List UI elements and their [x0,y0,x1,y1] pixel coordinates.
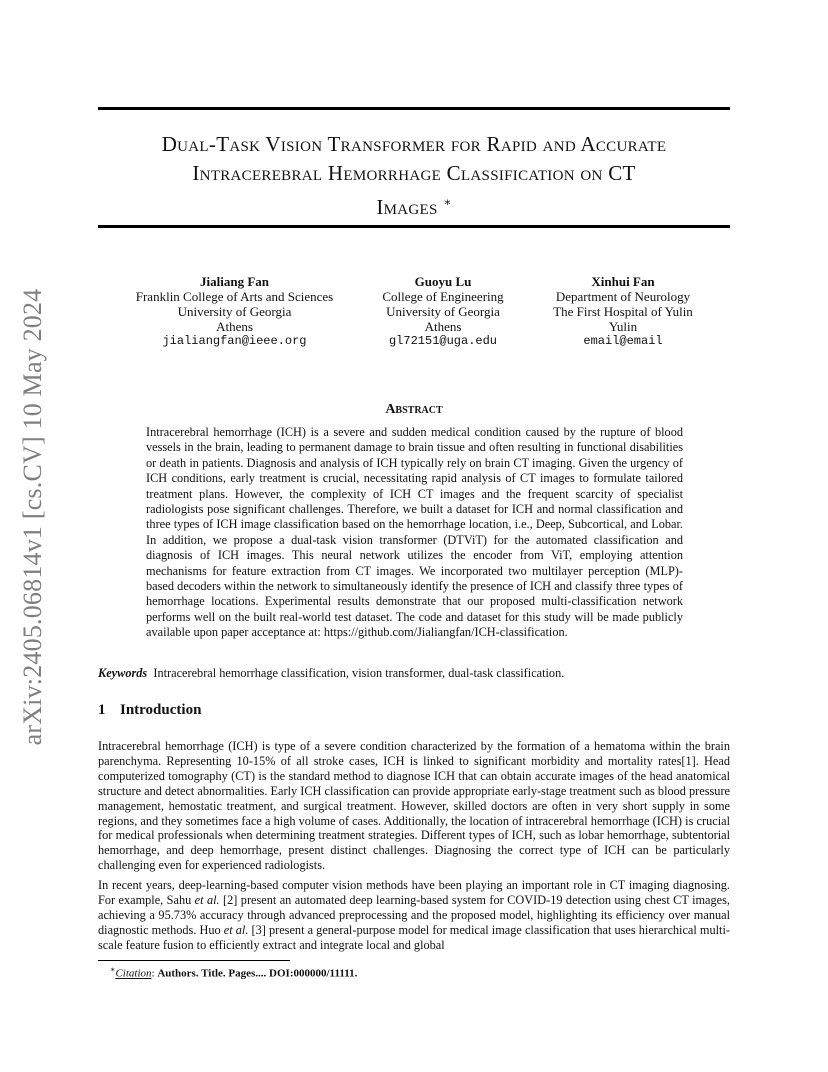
section-title: Introduction [120,702,202,718]
et-al: et al. [194,892,220,907]
abstract-heading: Abstract [385,402,443,417]
author-name: Jialiang Fan [200,274,269,289]
author-university: University of Georgia [386,304,500,319]
author-block [98,274,730,354]
abstract-text: Intracerebral hemorrhage (ICH) is a severe and sudden medical condition caused by the rupture of blood vessels in the brain, leading to permanent damage to brain tissue and often resulting in functional disabilities or death in patients. Diagnosis and analysis of ICH typically rely on brain CT imaging. Given the urgency of ICH conditions, early treatment is crucial, necessitating rapid analysis of CT images to formulate tailored treatment plans. However, the complexity of ICH CT images and the frequent scarcity of specialist radiologists pose significant challenges. Therefore, we built a dataset for ICH and normal classification and three types of ICH image classification based on the hemorrhage location, i.e., Deep, Subcortical, and Lobar. In addition, we propose a dual-task vision transformer (DTViT) for the automated classification and diagnosis of ICH images. This neural network utilizes the encoder from ViT, employing attention mechanisms for feature extraction from CT images. We incorporated two multilayer perception (MLP)-based decoders within the network to simultaneously identify the presence of ICH and classify three types of hemorrhage locations. Experimental results demonstrate that our proposed multi-classification network performs well on the built real-world test dataset. The code and dataset for this study will be made publicly available upon paper acceptance at: https://github.com/Jialiangfan/ICH-classification. [146,425,683,640]
section-number: 1 [98,702,106,718]
intro-paragraph-1: Intracerebral hemorrhage (ICH) is type of a severe condition characterized by the formation of a hematoma within the brain parenchyma. Representing 10-15% of all stroke cases, ICH is linked to significant morbidity and mortality rates[1]. Head computerized tomography (CT) is the standard method to diagnose ICH that can obtain accurate images of the head anatomical structure and detect abnormalities. Early ICH classification can provide appropriate early-stage treatment such as blood pressure management, hemostatic treatment, and surgical treatment. However, skilled doctors are often in very short supply in some regions, and they sometimes face a high volume of cases. Additionally, the location of intracerebral hemorrhage (ICH) is crucial for medical professionals when determining treatment strategies. Different types of ICH, such as lobar hemorrhage, subtentorial hemorrhage, and deep hemorrhage, present distinct challenges. Diagnosing the correct type of ICH can be particularly challenging even for experienced radiologists. [98,739,730,873]
author-email[interactable]: gl72151@uga.edu [388,334,498,348]
intro-paragraph-2: In recent years, deep-learning-based computer vision methods have been playing an important role in CT imaging diagnosing. For example, Sahu et al. [2] present an automated deep learning-based system for COVID-19 detection using chest CT images, achieving a 95.73% accuracy through advanced preprocessing and the proposed model, highlighting its efficiency over manual diagnostic methods. Huo et al. [3] present a general-purpose model for medical image classification that uses hierarchical multi-scale feature fusion to efficiently extract and integrate local and global [98,878,730,952]
author-name: Guoyu Lu [414,274,472,289]
author-city: Athens [216,319,253,334]
author-university: University of Georgia [177,304,292,319]
title-footnote-marker[interactable]: ∗ [443,195,452,209]
keywords-line [98,666,730,681]
footnote-rule [98,960,290,961]
author-city: Yulin [608,319,638,334]
section-heading-introduction [98,702,201,719]
citation-text: Authors. Title. Pages.... DOI:000000/11111. [157,967,358,980]
arxiv-identifier: arXiv:2405.06814v1 [cs.CV] 10 May 2024 [18,288,47,746]
author-affiliation: Department of Neurology [555,289,691,304]
keywords-label: Keywords [98,666,148,680]
title-rule-top [98,107,730,110]
footnote: ∗Citation: Authors. Title. Pages.... DOI:000000/11111. [110,965,358,980]
author-1 [117,274,352,349]
title-line-2: Intracerebral Hemorrhage Classification on CT [192,161,636,185]
author-city: Athens [424,319,462,334]
arxiv-sidebar [10,274,56,760]
author-email[interactable]: jialiangfan@ieee.org [162,334,307,348]
keywords-text: Intracerebral hemorrhage classification, vision transformer, dual-task classification. [153,666,565,680]
et-al: et al. [223,922,249,937]
author-university: The First Hospital of Yulin [553,304,693,319]
author-email[interactable]: email@email [583,334,663,348]
author-affiliation: Franklin College of Arts and Sciences [135,289,334,304]
author-2 [353,274,533,349]
author-3 [534,274,712,349]
paper-title [98,130,730,222]
author-name: Xinhui Fan [591,274,655,289]
author-affiliation: College of Engineering [382,289,504,304]
title-line-3: Images ∗ [376,195,452,219]
title-line-1: Dual-Task Vision Transformer for Rapid and Accurate [161,132,667,156]
footnote-marker: ∗ [110,965,116,974]
title-rule-bottom [98,225,730,228]
citation-label: Citation [115,967,152,980]
